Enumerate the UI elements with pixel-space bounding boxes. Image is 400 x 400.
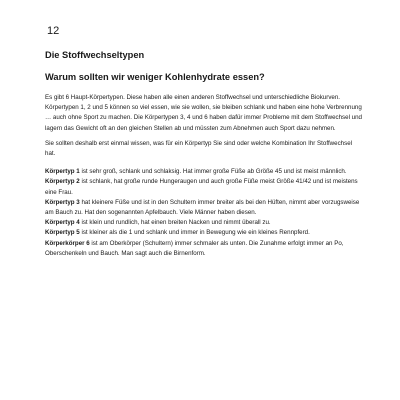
- body-type-text: ist schlank, hat große runde Hungeraugen und auch große Füße meist Größe 41/42 und ist meistens eine Frau.: [45, 178, 358, 196]
- body-type-6: [45, 239, 362, 259]
- advice-paragraph: Sie sollten deshalb erst einmal wissen, was für ein Körpertyp Sie sind oder welche Kombination Ihr Stoffwechsel hat.: [45, 139, 353, 158]
- body-type-1: [45, 167, 362, 177]
- body-type-text: hat kleinere Füße und ist in den Schultern immer breiter als bei den Hüften, nimmt aber vorzugsweise am Bauch zu. Hat den sogenannten Apfelbauch. Viele Männer haben diesen.: [45, 198, 360, 217]
- body-type-text: ist sehr groß, schlank und schlaksig. Hat immer große Füße ab Größe 45 und ist meist männlich.: [79, 168, 347, 176]
- body-type-4: [45, 218, 362, 228]
- body-type-text: ist klein und rundlich, hat einen breiten Nacken und nimmt überall zu.: [79, 219, 271, 227]
- body-type-5: [45, 228, 362, 238]
- body-type-label: Körpertyp 1: [45, 168, 80, 176]
- body-type-text: ist kleiner als die 1 und schlank und immer in Bewegung wie ein kleines Rennpferd.: [79, 229, 310, 237]
- body-type-label: Körpertyp 2: [45, 178, 80, 186]
- page-number: 12: [47, 25, 60, 37]
- body-type-label: Körpertyp 4: [45, 219, 80, 227]
- body-type-label: Körpertyp 3: [45, 198, 80, 206]
- body-type-label: Körpertyp 5: [45, 229, 80, 237]
- body-type-list: [45, 167, 362, 259]
- body-type-label: Körperkörper 6: [45, 239, 90, 247]
- body-type-3: [45, 198, 362, 218]
- sub-title: Warum sollten wir weniger Kohlenhydrate essen?: [45, 72, 265, 82]
- body-type-2: [45, 177, 362, 197]
- body-type-text: ist am Oberkörper (Schultern) immer schmaler als unten. Die Zunahme erfolgt immer an Po, Oberschenkeln und Bauch. Man sagt auch die Birnenform.: [45, 239, 344, 257]
- section-title: Die Stoffwechseltypen: [45, 50, 145, 60]
- intro-paragraph: Es gibt 6 Haupt-Körpertypen. Diese haben alle einen anderen Stoffwechsel und unterschiedliche Biokurven. Körpertypen 1, 2 und 5 können so viel essen, wie sie wollen, sie bleiben schlank und haben eine hohe Verbrennung … auch ohne Sport zu machen. Die Körpertypen 3, 4 und 6 haben dafür immer Probleme mit dem Stoffwechsel und lagern das Gewicht oft an den gleichen Stellen ab und müssten zum Abnehmen auch Sport dazu nehmen.: [45, 94, 362, 132]
